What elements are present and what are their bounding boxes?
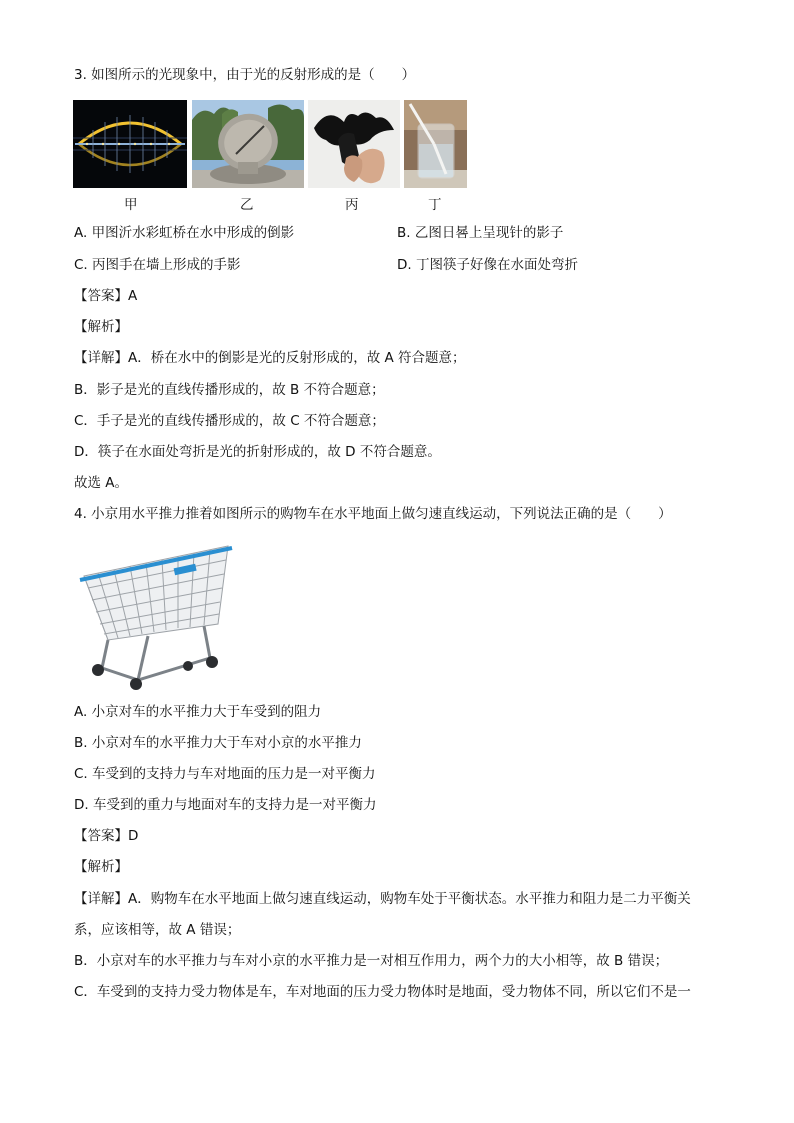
- chopstick-glass-photo: [404, 100, 467, 188]
- caption-ding: 丁: [428, 197, 442, 213]
- bridge-photo: [73, 100, 187, 188]
- q3-detail-line: D．筷子在水面处弯折是光的折射形成的，故 D 不符合题意。: [74, 444, 441, 460]
- q4-detail-line: 【详解】A．购物车在水平地面上做匀速直线运动，购物车处于平衡状态。水平推力和阻力是二力平衡关: [74, 891, 691, 907]
- q3-analysis-heading: 【解析】: [74, 319, 128, 335]
- q3-conclusion: 故选 A。: [74, 475, 129, 491]
- q4-option-d: D. 车受到的重力与地面对车的支持力是一对平衡力: [74, 797, 377, 813]
- q4-stem: 4. 小京用水平推力推着如图所示的购物车在水平地面上做匀速直线运动，下列说法正确的是（ ）: [74, 506, 672, 522]
- q3-option-d: D. 丁图筷子好像在水面处弯折: [397, 257, 578, 273]
- hand-shadow-photo: [308, 100, 400, 188]
- q3-option-a: A. 甲图沂水彩虹桥在水中形成的倒影: [74, 225, 295, 241]
- q4-analysis-heading: 【解析】: [74, 859, 128, 875]
- q3-stem: 3. 如图所示的光现象中，由于光的反射形成的是（ ）: [74, 67, 416, 83]
- sundial-photo: [192, 100, 304, 188]
- caption-jia: 甲: [124, 197, 138, 213]
- q4-option-a: A. 小京对车的水平推力大于车受到的阻力: [74, 704, 322, 720]
- q4-detail-line: B．小京对车的水平推力与车对小京的水平推力是一对相互作用力，两个力的大小相等，故 B 错误；: [74, 953, 669, 969]
- q3-detail-line: B．影子是光的直线传播形成的，故 B 不符合题意；: [74, 382, 385, 398]
- q3-option-c: C. 丙图手在墙上形成的手影: [74, 257, 241, 273]
- q4-detail-line: 系，应该相等，故 A 错误；: [74, 922, 241, 938]
- q4-detail-line: C．车受到的支持力受力物体是车，车对地面的压力受力物体时是地面，受力物体不同，所以它们不是一: [74, 984, 691, 1000]
- q3-option-b: B. 乙图日晷上呈现针的影子: [397, 225, 564, 241]
- q4-option-c: C. 车受到的支持力与车对地面的压力是一对平衡力: [74, 766, 376, 782]
- q3-detail-line: C．手子是光的直线传播形成的，故 C 不符合题意；: [74, 413, 385, 429]
- shopping-cart-photo: [78, 536, 233, 692]
- caption-bing: 丙: [345, 197, 359, 213]
- q4-answer: 【答案】D: [74, 828, 139, 844]
- caption-yi: 乙: [240, 197, 254, 213]
- q3-answer: 【答案】A: [74, 288, 138, 304]
- q3-detail-line: 【详解】A．桥在水中的倒影是光的反射形成的，故 A 符合题意；: [74, 350, 466, 366]
- q4-option-b: B. 小京对车的水平推力大于车对小京的水平推力: [74, 735, 362, 751]
